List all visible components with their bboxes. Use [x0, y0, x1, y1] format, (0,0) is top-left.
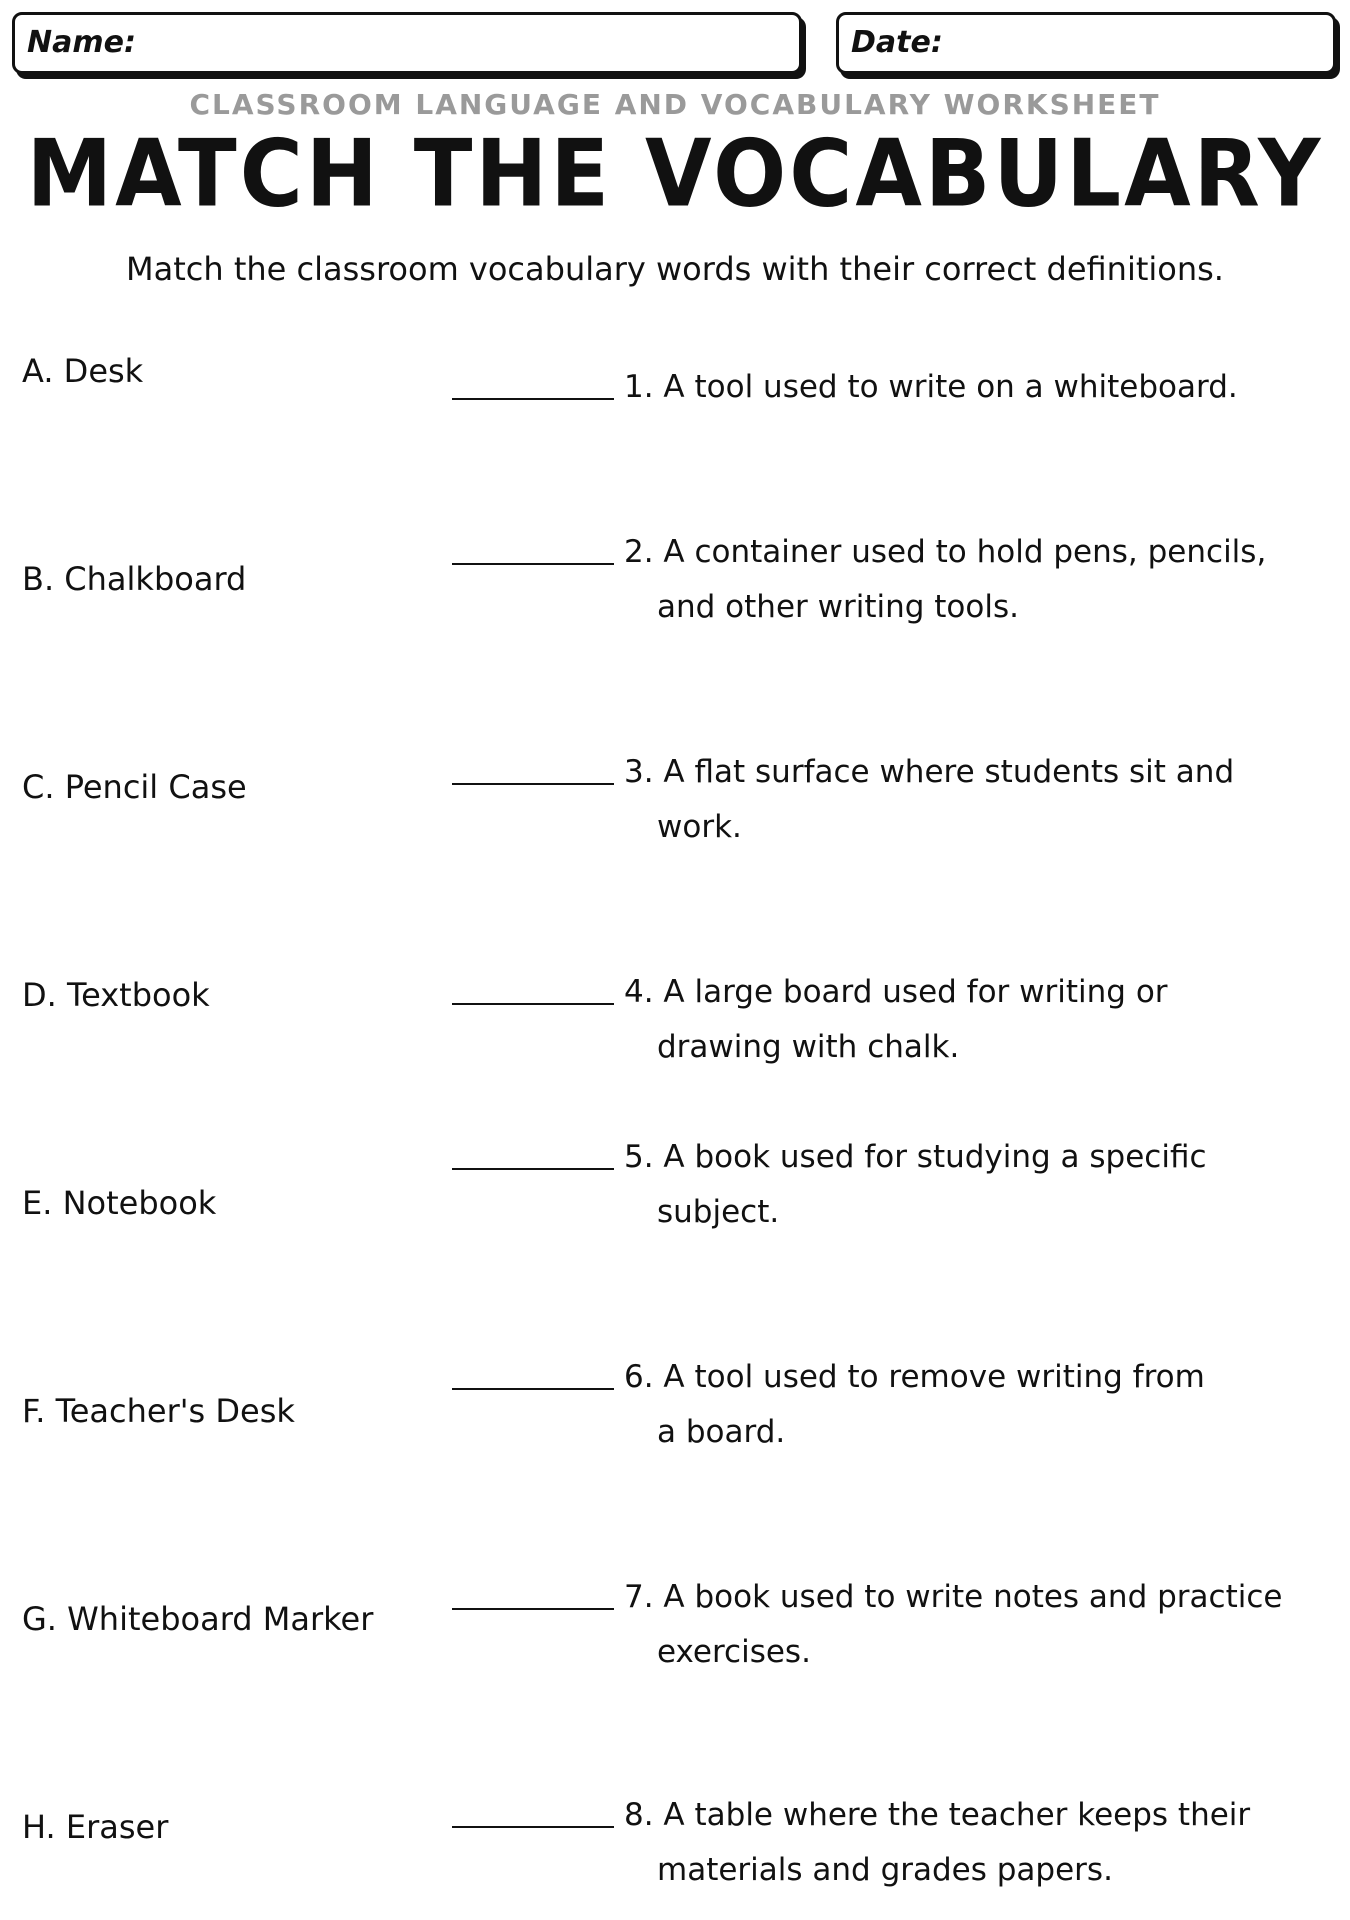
definition-row — [452, 360, 1342, 415]
definition-row — [452, 525, 1342, 635]
definition-row — [452, 1350, 1342, 1460]
answer-blank[interactable] — [452, 1574, 614, 1610]
vocab-word: A. Desk — [22, 352, 144, 390]
vocab-word: F. Teacher's Desk — [22, 1392, 295, 1430]
vocab-word: B. Chalkboard — [22, 560, 247, 598]
vocab-word: C. Pencil Case — [22, 768, 247, 806]
definition-text-continued: a board. — [657, 1414, 786, 1450]
worksheet-subtitle: CLASSROOM LANGUAGE AND VOCABULARY WORKSHEET — [189, 88, 1161, 121]
definition-text: 8. A table where the teacher keeps their — [624, 1797, 1251, 1833]
vocab-word: H. Eraser — [22, 1808, 169, 1846]
name-field[interactable] — [12, 12, 802, 74]
definition-text-continued: drawing with chalk. — [657, 1029, 960, 1065]
answer-blank[interactable] — [452, 749, 614, 785]
definition-text: 3. A flat surface where students sit and — [624, 754, 1235, 790]
date-label: Date: — [851, 25, 943, 60]
definition-text-continued: materials and grades papers. — [657, 1852, 1113, 1888]
vocab-word: G. Whiteboard Marker — [22, 1600, 374, 1638]
definition-text-continued: exercises. — [657, 1634, 811, 1670]
answer-blank[interactable] — [452, 364, 614, 400]
vocab-word: E. Notebook — [22, 1184, 217, 1222]
name-label: Name: — [27, 25, 136, 60]
answer-blank[interactable] — [452, 529, 614, 565]
worksheet-title: MATCH THE VOCABULARY — [26, 120, 1324, 228]
definition-row — [452, 965, 1342, 1075]
answer-blank[interactable] — [452, 1354, 614, 1390]
vocab-word: D. Textbook — [22, 976, 210, 1014]
definition-text-continued: work. — [657, 809, 742, 845]
definition-row — [452, 1130, 1342, 1240]
definition-text-continued: and other writing tools. — [657, 589, 1019, 625]
definition-text-continued: subject. — [657, 1194, 780, 1230]
definition-row — [452, 1788, 1342, 1898]
definition-text: 4. A large board used for writing or — [624, 974, 1168, 1010]
date-field[interactable] — [836, 12, 1336, 74]
definition-text: 5. A book used for studying a specific — [624, 1139, 1207, 1175]
definition-text: 6. A tool used to remove writing from — [624, 1359, 1205, 1395]
definition-row — [452, 745, 1342, 855]
instructions: Match the classroom vocabulary words with their correct definitions. — [126, 250, 1224, 288]
definition-text: 7. A book used to write notes and practice — [624, 1579, 1283, 1615]
definition-text: 2. A container used to hold pens, pencils, — [624, 534, 1267, 570]
answer-blank[interactable] — [452, 969, 614, 1005]
definition-text: 1. A tool used to write on a whiteboard. — [624, 369, 1238, 405]
answer-blank[interactable] — [452, 1792, 614, 1828]
definition-row — [452, 1570, 1342, 1680]
answer-blank[interactable] — [452, 1134, 614, 1170]
